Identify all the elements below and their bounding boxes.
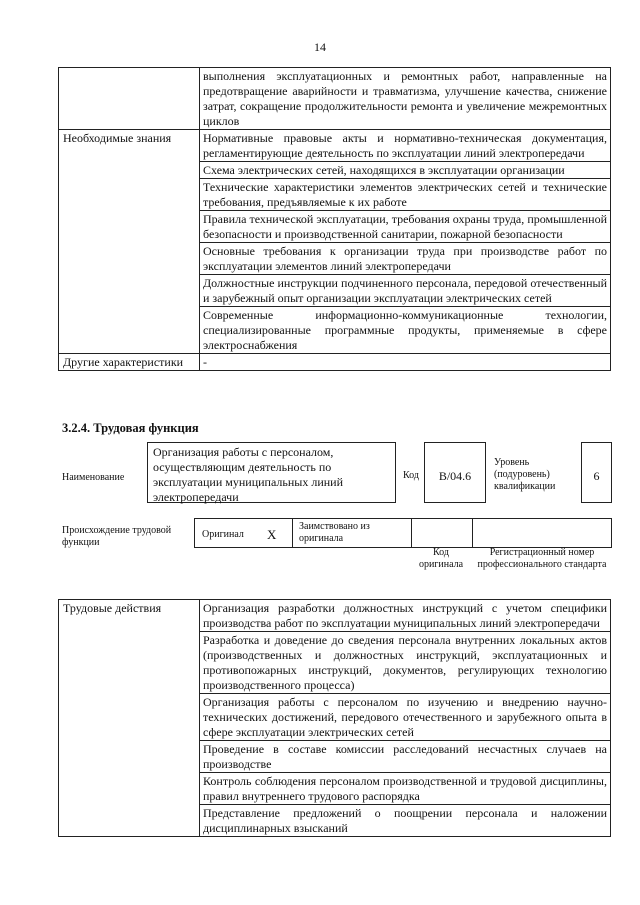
action-item: Проведение в составе комиссии расследований несчастных случаев на производстве [200, 741, 611, 773]
page-number: 14 [314, 40, 326, 54]
knowledge-item: Основные требования к организации труда при производстве работ по эксплуатации элементов линий электропередачи [200, 243, 611, 275]
original-label: Оригинал [202, 529, 244, 540]
knowledge-label: Необходимые знания [59, 130, 200, 354]
continuation-cell: выполнения эксплуатационных и ремонтных работ, направленные на предотвращение аварийности и травматизма, улучшение качества, снижение затрат, сокращение продолжительности ремонта и увеличение межремонтных циклов [200, 68, 611, 130]
knowledge-item: Схема электрических сетей, находящихся в эксплуатации организации [200, 162, 611, 179]
knowledge-item: Нормативные правовые акты и нормативно-техническая документация, регламентирующие деятельность по эксплуатации линий электропередачи [200, 130, 611, 162]
cell-divider [292, 519, 293, 547]
knowledge-item: Правила технической эксплуатации, требования охраны труда, промышленной безопасности и производственной санитарии, пожарной безопасности [200, 211, 611, 243]
code-original-caption: Код оригинала [418, 547, 464, 570]
cell-divider [472, 519, 473, 547]
action-item: Представление предложений о поощрении персонала и наложении дисциплинарных взысканий [200, 805, 611, 837]
code-label: Код [403, 470, 419, 481]
registration-number-caption: Регистрационный номер профессионального стандарта [477, 547, 607, 570]
cell-divider [411, 519, 412, 547]
knowledge-table [58, 67, 611, 371]
borrowed-label: Заимствовано из оригинала [299, 521, 370, 544]
origin-label: Происхождение трудовой функции [62, 525, 172, 548]
function-code-box: B/04.6 [424, 442, 486, 503]
original-mark: X [267, 527, 277, 542]
knowledge-item: Современные информационно-коммуникационные технологии, специализированные программные продукты, применяемые в сфере электроснабжения [200, 307, 611, 354]
table-row [59, 130, 611, 162]
action-item: Организация работы с персоналом по изучению и внедрению научно-технических достижений, передового отечественного и зарубежного опыта в сфере эксплуатации электрических сетей [200, 694, 611, 741]
section-title: 3.2.4. Трудовая функция [62, 421, 199, 435]
knowledge-item: Должностные инструкции подчиненного персонала, передовой отечественный и зарубежный опыт организации эксплуатации электрических сетей [200, 275, 611, 307]
function-name-box: Организация работы с персоналом, осуществляющим деятельность по эксплуатации муниципальных линий электропередачи [147, 442, 396, 503]
labor-actions-table [58, 599, 611, 837]
other-characteristics-label: Другие характеристики [59, 354, 200, 371]
table-row [59, 68, 611, 130]
action-item: Контроль соблюдения персоналом производственной и трудовой дисциплины, правил внутреннего трудового распорядка [200, 773, 611, 805]
action-item: Разработка и доведение до сведения персонала внутренних локальных актов (производственных и должностных инструкций, эксплуатационных и противопожарных инструкций, документов, регулирующих технологию производственного процесса) [200, 632, 611, 694]
other-characteristics-value: - [200, 354, 611, 371]
knowledge-item: Технические характеристики элементов электрических сетей и технические требования, предъявляемые к их работе [200, 179, 611, 211]
table-row [59, 600, 611, 632]
origin-table [194, 518, 612, 548]
actions-label: Трудовые действия [59, 600, 200, 837]
action-item: Организация разработки должностных инструкций с учетом специфики производства работ по эксплуатации муниципальных линий электропередачи [200, 600, 611, 632]
table-row [59, 354, 611, 371]
empty-cell [59, 68, 200, 130]
name-label: Наименование [62, 472, 125, 483]
level-value-box: 6 [581, 442, 612, 503]
level-label: Уровень (подуровень) квалификации [494, 457, 556, 492]
